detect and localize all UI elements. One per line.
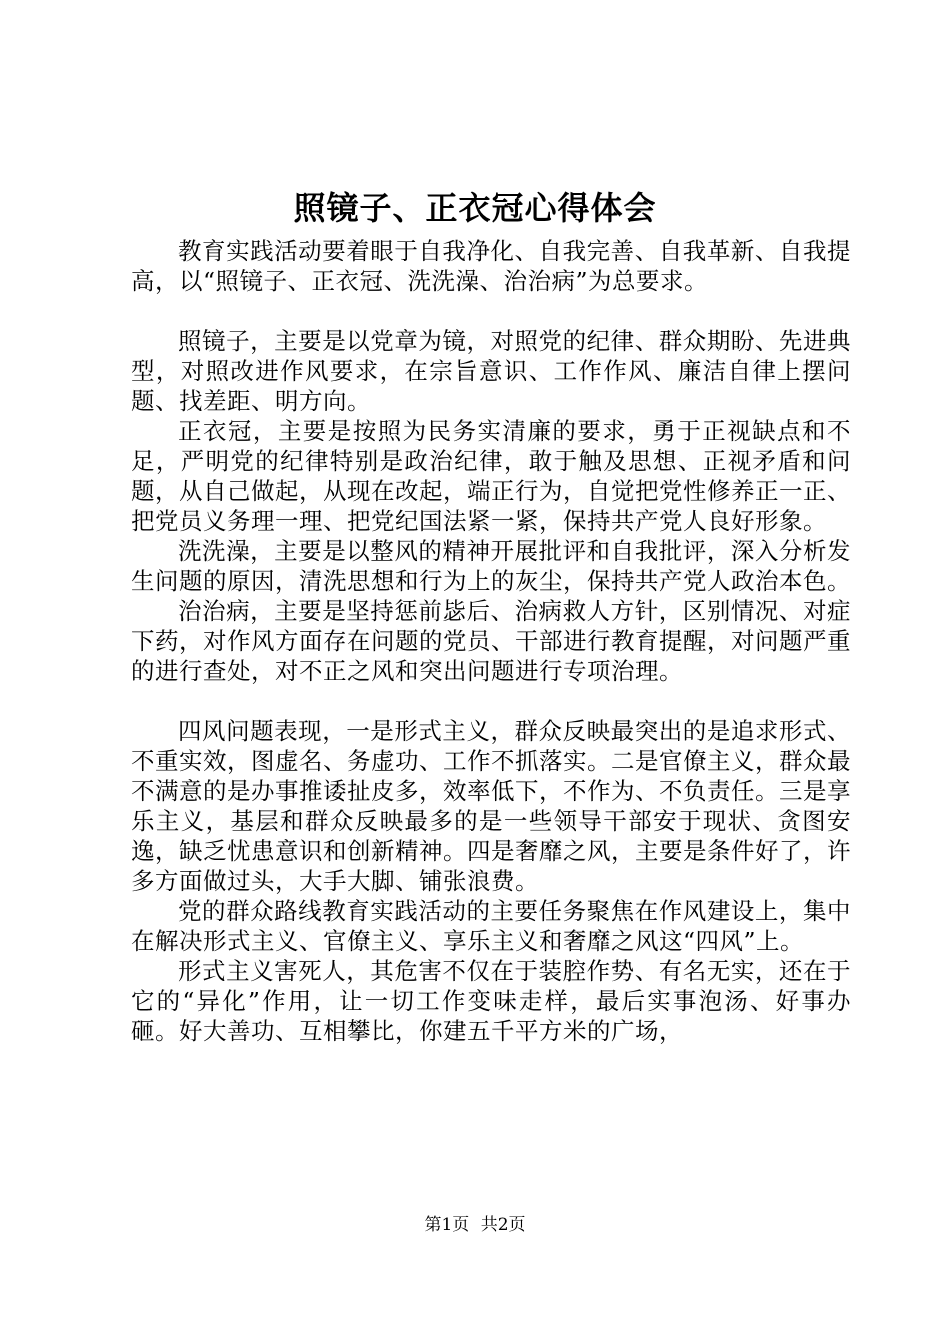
document-body (131, 236, 851, 1046)
paragraph-bath: 洗洗澡，主要是以整风的精神开展批评和自我批评，深入分析发生问题的原因，清洗思想和行为上的灰尘，保持共产党人政治本色。 (131, 537, 851, 595)
paragraph-formalism: 形式主义害死人，其危害不仅在于装腔作势、有名无实，还在于它的“异化”作用，让一切工作变味走样，最后实事泡汤、好事办砸。好大善功、互相攀比，你建五千平方米的广场， (131, 957, 851, 1045)
paragraph-gap (131, 686, 851, 716)
paragraph-mirror: 照镜子，主要是以党章为镜，对照党的纪律、群众期盼、先进典型，对照改进作风要求，在宗旨意识、工作作风、廉洁自律上摆问题、找差距、明方向。 (131, 327, 851, 415)
paragraph-cure: 治治病，主要是坚持惩前毖后、治病救人方针，区别情况、对症下药，对作风方面存在问题的党员、干部进行教育提醒，对问题严重的进行查处，对不正之风和突出问题进行专项治理。 (131, 597, 851, 685)
page-footer (0, 1213, 950, 1237)
paragraph-four-winds: 四风问题表现，一是形式主义，群众反映最突出的是追求形式、不重实效，图虚名、务虚功、工作不抓落实。二是官僚主义，群众最不满意的是办事推诿扯皮多，效率低下，不作为、不负责任。三是享乐主义，基层和群众反映最多的是一些领导干部安于现状、贪图安逸，缺乏忧患意识和创新精神。四是奢靡之风，主要是条件好了，许多方面做过头，大手大脚、铺张浪费。 (131, 717, 851, 895)
page-number-current: 第1页 (424, 1215, 470, 1235)
paragraph-gap (131, 296, 851, 326)
paragraph-intro: 教育实践活动要着眼于自我净化、自我完善、自我革新、自我提高，以“照镜子、正衣冠、洗洗澡、治治病”为总要求。 (131, 237, 851, 295)
page-number-total: 共2页 (480, 1215, 526, 1235)
paragraph-main-task: 党的群众路线教育实践活动的主要任务聚焦在作风建设上，集中在解决形式主义、官僚主义、享乐主义和奢靡之风这“四风”上。 (131, 897, 851, 955)
document-title: 照镜子、正衣冠心得体会 (293, 189, 657, 227)
paragraph-dress: 正衣冠，主要是按照为民务实清廉的要求，勇于正视缺点和不足，严明党的纪律特别是政治纪律，敢于触及思想、正视矛盾和问题，从自己做起，从现在改起，端正行为，自觉把党性修养正一正、把党员义务理一理、把党纪国法紧一紧，保持共产党人良好形象。 (131, 417, 851, 535)
